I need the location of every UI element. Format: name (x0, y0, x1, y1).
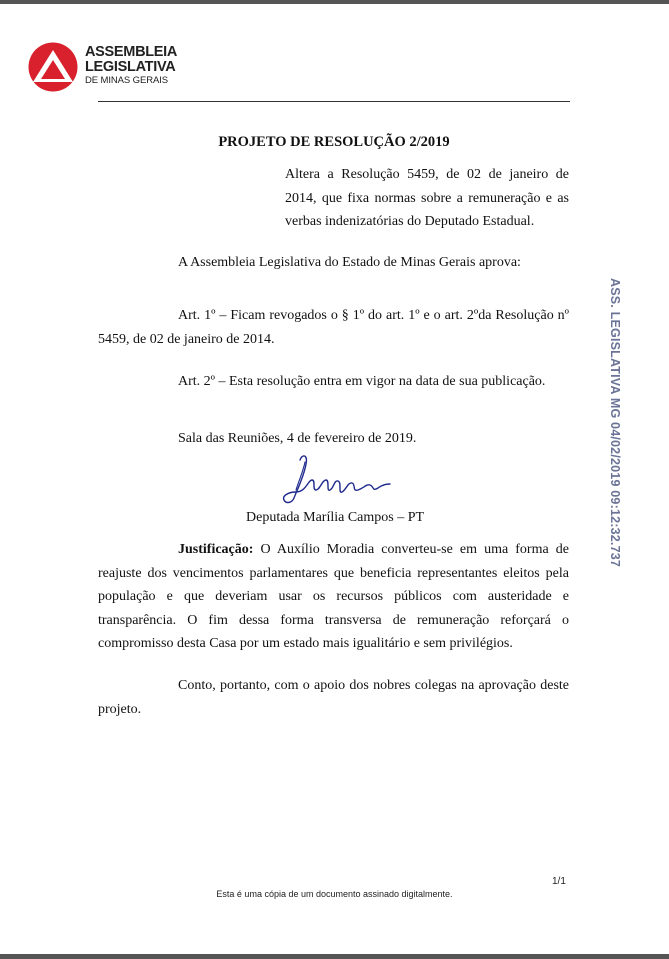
bottom-border (0, 954, 669, 959)
preamble: A Assembleia Legislativa do Estado de Minas Gerais aprova: (178, 255, 521, 270)
justification-label: Justificação: (178, 542, 254, 557)
header-divider (98, 101, 570, 102)
justification (98, 538, 569, 656)
handwritten-signature (272, 450, 392, 510)
page-number: 1/1 (552, 876, 566, 887)
logo-line-legislativa: LEGISLATIVA (85, 59, 176, 75)
alemg-logo-icon (28, 42, 78, 92)
article-1: Art. 1º – Ficam revogados o § 1º do art. 1º e o art. 2ºda Resolução nº 5459, de 02 de janeiro de 2014. (98, 308, 569, 347)
document-title: PROJETO DE RESOLUÇÃO 2/2019 (218, 134, 450, 150)
logo-line-minas-gerais: DE MINAS GERAIS (85, 75, 168, 86)
article-2: Art. 2º – Esta resolução entra em vigor na data de sua publicação. (178, 374, 546, 389)
logo-text (85, 45, 177, 86)
justification-text: O Auxílio Moradia converteu-se em uma forma de reajuste dos vencimentos parlamentares que beneficia representantes eleitos pela população e que deveriam usar os recursos públicos com austeridade e transparência. O fim dessa forma transversa de remuneração reforçará o compromisso desta Casa por um estado mais igualitário e sem privilégios. (98, 542, 569, 651)
closing-paragraph: Conto, portanto, com o apoio dos nobres colegas na aprovação deste projeto. (98, 678, 569, 717)
place-and-date: Sala das Reuniões, 4 de fevereiro de 2019. (178, 431, 417, 446)
digital-signature-note: Esta é uma cópia de um documento assinado digitalmente. (216, 889, 453, 899)
protocol-stamp: ASS. LEGISLATIVA MG 04/02/2019 09:12:32.737 (608, 278, 622, 568)
top-border (0, 0, 669, 4)
ementa: Altera a Resolução 5459, de 02 de janeiro de 2014, que fixa normas sobre a remuneração e as verbas indenizatórias do Deputado Estadual. (285, 167, 569, 229)
logo-line-assembleia: ASSEMBLEIA (85, 44, 178, 60)
signer-name: Deputada Marília Campos – PT (246, 510, 425, 525)
